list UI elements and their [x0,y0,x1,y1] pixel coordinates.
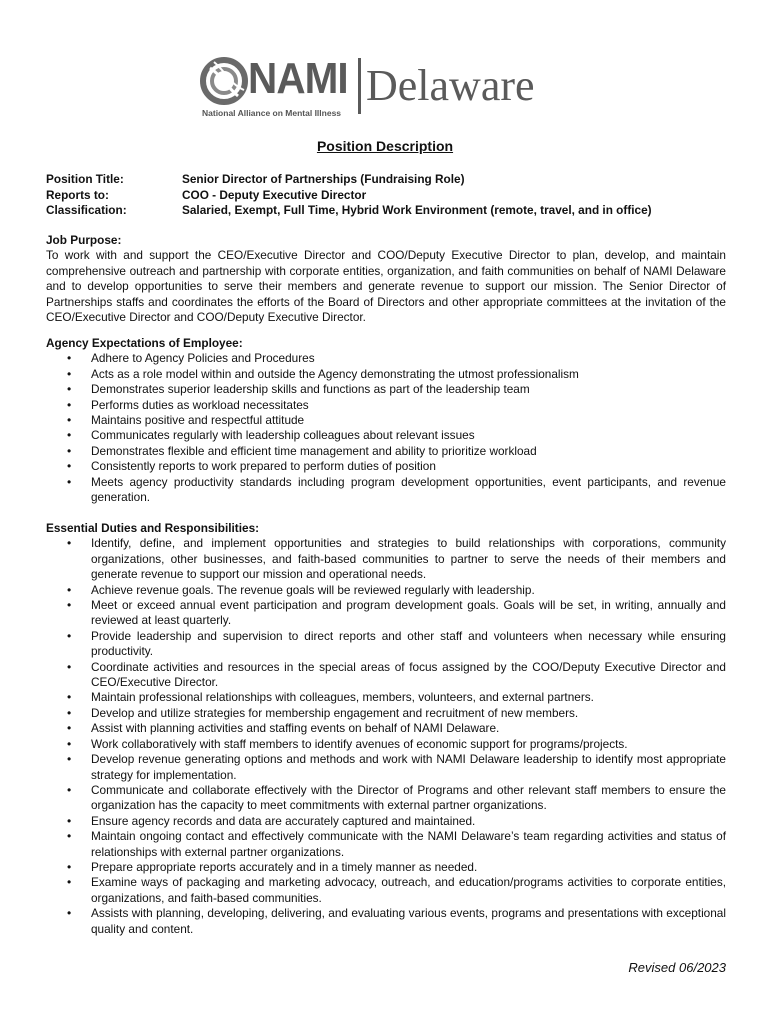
expectations-section [46,336,726,505]
expectations-list [46,351,726,505]
list-item: • Identify, define, and implement opportunities and strategies to build relationships with corporations, community organizations, other businesses, and faith-based communities to partner to serve the needs of their members and generate revenue to support our mission and operational needs. [46,536,726,582]
list-item: • Maintains positive and respectful attitude [46,413,726,428]
duties-list [46,536,726,937]
list-item: • Work collaboratively with staff members to identify avenues of economic support for programs/projects. [46,737,726,752]
meta-label: Reports to: [46,187,109,202]
revision-date: Revised 06/2023 [628,960,726,975]
list-item: • Communicates regularly with leadership colleagues about relevant issues [46,428,726,443]
list-item: • Maintain ongoing contact and effectively communicate with the NAMI Delaware’s team regarding activities and status of relationships with external partner organizations. [46,829,726,860]
meta-row-classification [46,203,726,219]
list-item: • Provide leadership and supervision to direct reports and other staff and volunteers when necessary while ensuring productivity. [46,629,726,660]
position-meta [46,172,726,219]
list-item: • Performs duties as workload necessitates [46,398,726,413]
expectations-heading: Agency Expectations of Employee: [46,336,243,350]
list-item: • Examine ways of packaging and marketing advocacy, outreach, and education/programs activities to corporate entities, organizations, and faith-based communities. [46,875,726,906]
list-item: • Consistently reports to work prepared to perform duties of position [46,459,726,474]
list-item: • Meet or exceed annual event participation and program development goals. Goals will be set, in writing, annually and reviewed at least quarterly. [46,598,726,629]
list-item: • Assist with planning activities and staffing events on behalf of NAMI Delaware. [46,721,726,736]
job-purpose-section [46,233,726,325]
list-item: • Develop revenue generating options and methods and work with NAMI Delaware leadership to identify most appropriate strategy for implementation. [46,752,726,783]
meta-value: Salaried, Exempt, Full Time, Hybrid Work Environment (remote, travel, and in office) [182,203,652,217]
duties-heading: Essential Duties and Responsibilities: [46,521,260,535]
list-item: • Achieve revenue goals. The revenue goals will be reviewed regularly with leadership. [46,583,726,598]
meta-label: Position Title: [46,172,124,186]
list-item: • Ensure agency records and data are accurately captured and maintained. [46,814,726,829]
nami-swirl-icon [200,56,248,108]
list-item: • Maintain professional relationships with colleagues, members, volunteers, and external partners. [46,690,726,705]
logo-nami-text: NAMI [248,54,348,103]
list-item: • Prepare appropriate reports accurately and in a timely manner as needed. [46,860,726,875]
list-item: • Communicate and collaborate effectively with the Director of Programs and other relevant staff members to ensure the organization has the capacity to meet commitments with external partner organizations. [46,783,726,814]
meta-label: Classification: [46,203,127,217]
nami-delaware-logo [200,56,572,122]
job-purpose-heading: Job Purpose: [46,233,122,247]
logo-tagline: National Alliance on Mental Illness [202,108,342,118]
duties-section [46,521,726,937]
meta-row-position-title [46,172,726,188]
list-item: • Acts as a role model within and outside the Agency demonstrating the utmost professionalism [46,367,726,382]
meta-row-reports-to [46,188,726,204]
job-purpose-text: To work with and support the CEO/Executive Director and COO/Deputy Executive Director to plan, develop, and maintain comprehensive outreach and partnership with corporate entities, organization, and faith communities on behalf of NAMI Delaware and to develop opportunities to serve their members and generate revenue to support our mission. The Senior Director of Partnerships staffs and coordinates the efforts of the Board of Directors and other appropriate committees at the invitation of the CEO/Executive Director and COO/Deputy Executive Director. [46,248,726,325]
logo-divider [358,58,361,114]
list-item: • Assists with planning, developing, delivering, and evaluating various events, programs and presentations with exceptional quality and content. [46,906,726,937]
list-item: • Demonstrates superior leadership skills and functions as part of the leadership team [46,382,726,397]
list-item: • Meets agency productivity standards including program development opportunities, event participants, and revenue generation. [46,475,726,506]
list-item: • Develop and utilize strategies for membership engagement and recruitment of new members. [46,706,726,721]
meta-value: Senior Director of Partnerships (Fundraising Role) [182,172,465,186]
list-item: • Demonstrates flexible and efficient time management and ability to prioritize workload [46,444,726,459]
page-title: Position Description [316,138,454,154]
logo-state-text: Delaware [366,61,535,110]
list-item: • Adhere to Agency Policies and Procedures [46,351,726,366]
list-item: • Coordinate activities and resources in the special areas of focus assigned by the COO/Deputy Executive Director and CEO/Executive Director. [46,660,726,691]
meta-value: COO - Deputy Executive Director [182,187,367,202]
